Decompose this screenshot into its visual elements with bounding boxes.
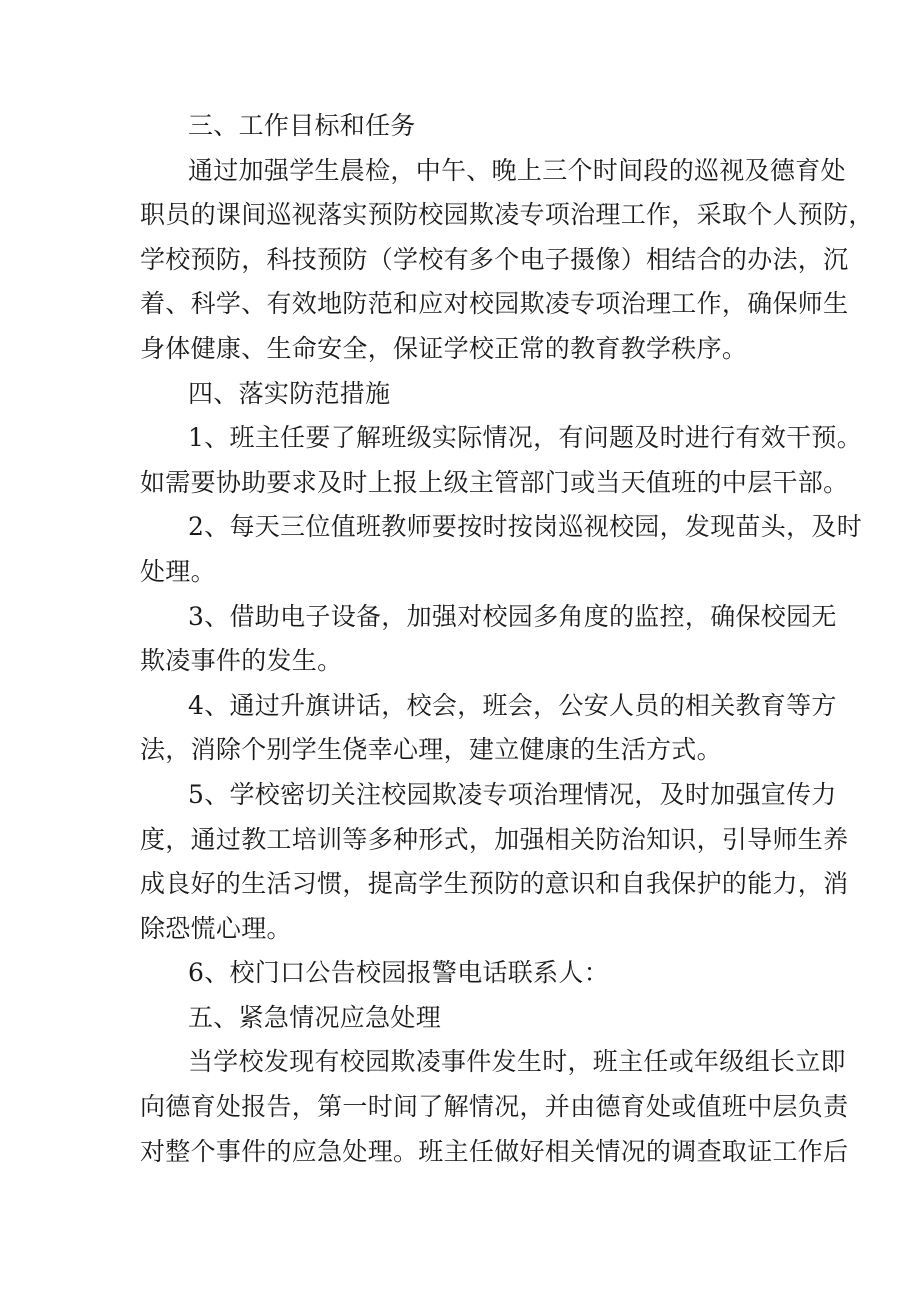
paragraph-line: 着、科学、有效地防范和应对校园欺凌专项治理工作，确保师生 — [140, 289, 849, 319]
list-item-6: 6、校门口公告校园报警电话联系人： — [188, 958, 610, 988]
list-item-3: 3、借助电子设备，加强对校园多角度的监控，确保校园无 — [188, 601, 837, 631]
paragraph-line: 通过加强学生晨检，中午、晚上三个时间段的巡视及德育处 — [188, 155, 846, 185]
paragraph-line: 欺凌事件的发生。 — [140, 646, 343, 676]
list-item-1: 1、班主任要了解班级实际情况，有问题及时进行有效干预。 — [188, 423, 863, 453]
paragraph-line: 处理。 — [140, 556, 216, 586]
paragraph-line: 身体健康、生命安全，保证学校正常的教育教学秩序。 — [140, 333, 748, 363]
paragraph-line: 除恐慌心理。 — [140, 913, 292, 943]
document-page — [140, 104, 874, 1174]
paragraph-line: 当学校发现有校园欺凌事件发生时，班主任或年级组长立即 — [188, 1047, 846, 1077]
paragraph-line: 度，通过教工培训等多种形式，加强相关防治知识，引导师生养 — [140, 824, 849, 854]
paragraph-line: 如需要协助要求及时上报上级主管部门或当天值班的中层干部。 — [140, 467, 849, 497]
paragraph-line: 职员的课间巡视落实预防校园欺凌专项治理工作，采取个人预防， — [140, 200, 874, 230]
heading-section-5: 五、紧急情况应急处理 — [188, 1002, 442, 1032]
paragraph-line: 成良好的生活习惯，提高学生预防的意识和自我保护的能力，消 — [140, 869, 849, 899]
paragraph-line: 学校预防，科技预防（学校有多个电子摄像）相结合的办法，沉 — [140, 244, 849, 274]
paragraph-line: 向德育处报告，第一时间了解情况，并由德育处或值班中层负责 — [140, 1092, 849, 1122]
paragraph-line: 法，消除个别学生侥幸心理，建立健康的生活方式。 — [140, 735, 722, 765]
paragraph-line: 对整个事件的应急处理。班主任做好相关情况的调查取证工作后 — [140, 1136, 849, 1166]
list-item-5: 5、学校密切关注校园欺凌专项治理情况，及时加强宣传力 — [188, 779, 837, 809]
heading-section-4: 四、落实防范措施 — [188, 378, 391, 408]
list-item-4: 4、通过升旗讲话，校会，班会，公安人员的相关教育等方 — [188, 690, 837, 720]
list-item-2: 2、每天三位值班教师要按时按岗巡视校园，发现苗头，及时 — [188, 512, 863, 542]
heading-section-3: 三、工作目标和任务 — [188, 111, 416, 140]
